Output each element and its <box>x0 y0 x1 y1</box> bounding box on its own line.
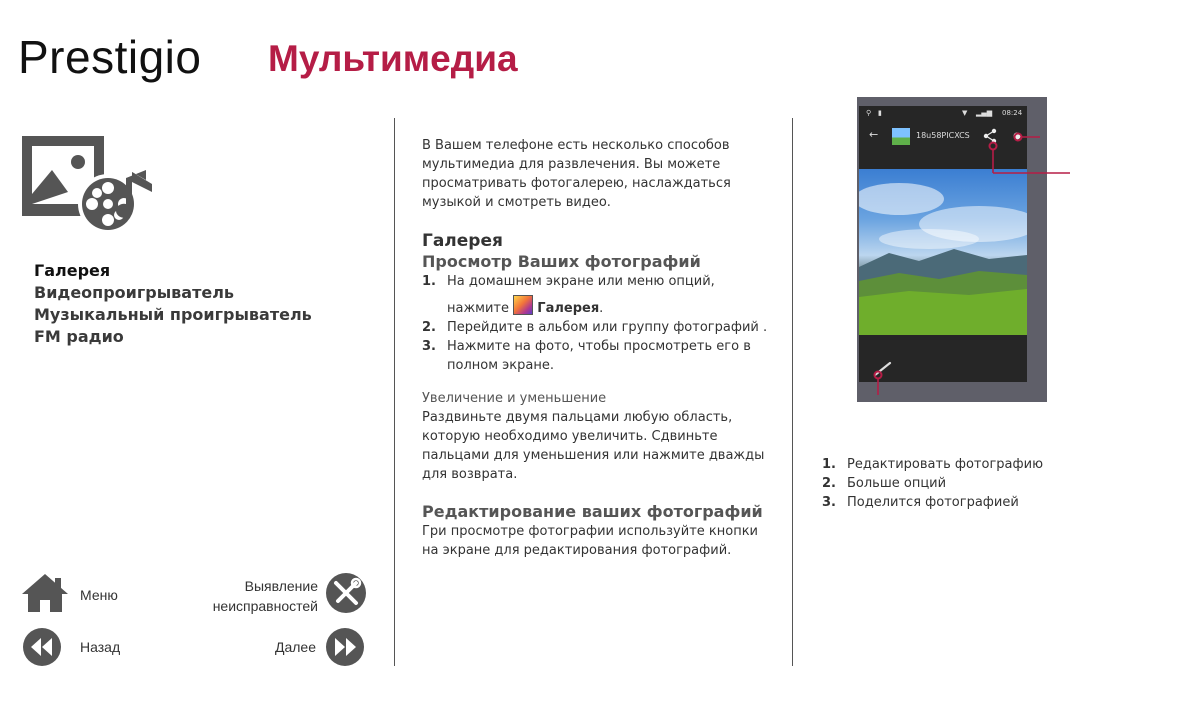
menu-label[interactable]: Меню <box>80 587 118 603</box>
legend-list <box>822 455 1043 512</box>
main-content <box>422 136 772 560</box>
view-photos-heading: Просмотр Ваших фотографий <box>422 252 701 271</box>
gallery-heading: Галерея <box>422 231 503 251</box>
list-item: 1. Редактировать фотографию <box>822 457 1044 472</box>
column-divider-right <box>792 118 793 666</box>
zoom-line: для возврата. <box>422 467 518 482</box>
troubleshooting-label[interactable]: Выявление неисправностей <box>212 578 318 614</box>
intro-line: просматривать фотогалерею, наслаждаться <box>422 176 731 191</box>
sidebar-item-music-player[interactable]: Музыкальный проигрыватель <box>34 305 312 324</box>
zoom-line: пальцами для уменьшения или нажмите дважды <box>422 448 765 463</box>
sim-icon: ▮ <box>878 109 882 117</box>
gallery-app-icon <box>513 295 533 315</box>
tools-icon[interactable] <box>325 572 367 614</box>
zoom-line: Раздвиньте двумя пальцами любую область, <box>422 410 733 425</box>
edit-line: Гри просмотре фотографии используйте кнопки <box>422 524 759 539</box>
photo-name: 18u58PICXCS <box>916 131 970 140</box>
list-item: 1. На домашнем экране или меню опций, нажмите Галерея. <box>422 274 715 316</box>
list-item: 2. Перейдите в альбом или группу фотографий . <box>422 320 768 335</box>
list-item: 2. Больше опций <box>822 476 947 491</box>
list-item: 3. Поделится фотографией <box>822 495 1019 510</box>
intro-line: В Вашем телефоне есть несколько способов <box>422 138 730 153</box>
back-arrow-icon[interactable]: ← <box>869 128 879 141</box>
zoom-heading: Увеличение и уменьшение <box>422 391 607 406</box>
bottom-nav <box>20 572 370 672</box>
sidebar-item-fm-radio[interactable]: FM радио <box>34 327 124 346</box>
back-icon[interactable] <box>22 627 62 667</box>
multimedia-icon <box>20 134 160 234</box>
menu-button[interactable] <box>20 572 70 618</box>
zoom-line: которую необходимо увеличить. Сдвиньте <box>422 429 718 444</box>
next-label[interactable]: Далее <box>274 639 316 655</box>
sidebar-nav <box>34 260 312 348</box>
sidebar-item-gallery[interactable]: Галерея <box>34 261 111 280</box>
edit-photos-heading: Редактирование ваших фотографий <box>422 502 763 521</box>
next-icon[interactable] <box>325 627 365 667</box>
list-item: 3. Нажмите на фото, чтобы просмотреть его в полном экране. <box>422 339 751 373</box>
usb-icon: ⚲ <box>866 109 872 117</box>
section-title: Мультимедиа <box>268 38 518 79</box>
wifi-icon: ▼ <box>962 109 968 117</box>
callout-lines <box>860 125 1075 400</box>
back-label[interactable]: Назад <box>80 639 121 655</box>
status-bar <box>862 108 1024 122</box>
brand-logo: Prestigio <box>18 31 202 83</box>
home-icon <box>20 572 70 614</box>
steps-list <box>422 272 772 375</box>
sidebar-item-video-player[interactable]: Видеопроигрыватель <box>34 283 235 302</box>
intro-line: мультимедиа для развлечения. Вы можете <box>422 157 721 172</box>
status-time: 08:24 <box>1002 109 1023 117</box>
edit-line: на экране для редактирования фотографий. <box>422 543 732 558</box>
column-divider-left <box>394 118 395 666</box>
signal-icon: ▂▄▆ <box>976 109 993 117</box>
intro-line: музыкой и смотреть видео. <box>422 195 611 210</box>
